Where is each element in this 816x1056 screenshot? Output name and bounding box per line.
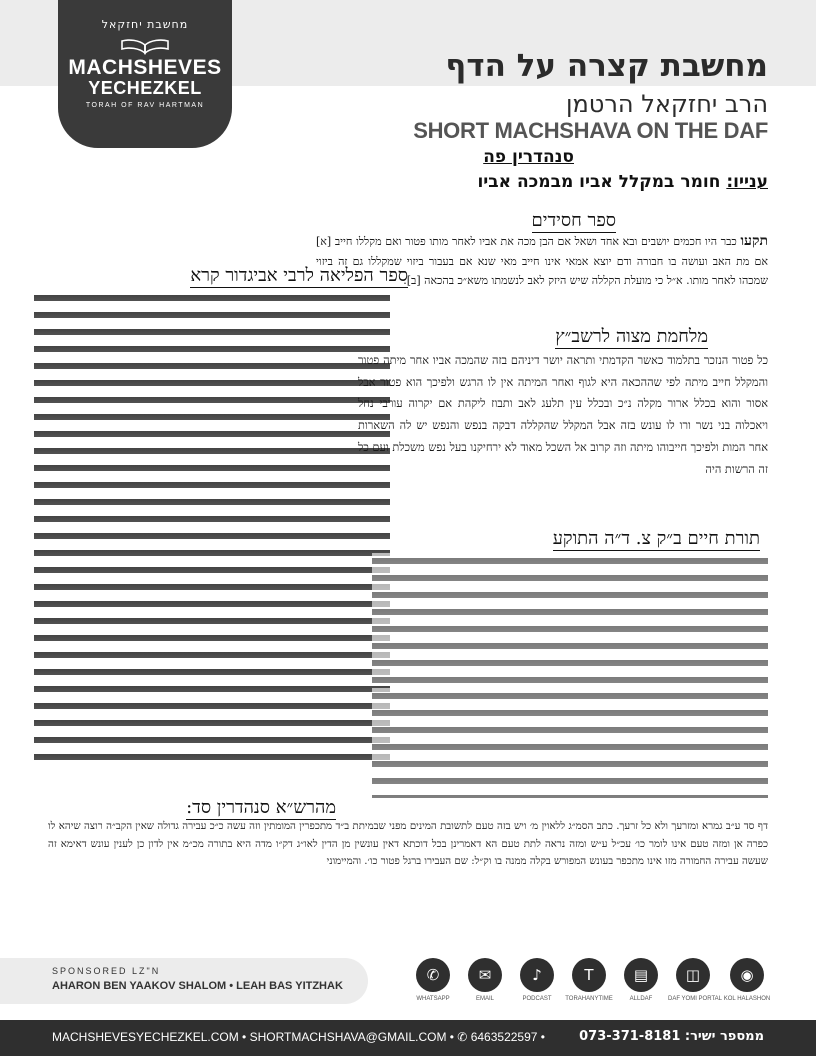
link-label: EMAIL	[475, 996, 494, 1002]
link-label: ALLDAF	[629, 996, 653, 1002]
email-icon: ✉	[468, 958, 502, 992]
section-lead-chassidim: תקעו	[740, 233, 768, 249]
link-label: PODCAST	[522, 996, 552, 1002]
page-title-hebrew: מחשבת קצרה על הדף	[445, 48, 768, 84]
handwritten-scan-hapliah	[34, 290, 390, 762]
logo-tagline: TORAH OF RAV HARTMAN	[85, 102, 205, 109]
footer-phone[interactable]: ממספר ישיר: 073-371-8181	[579, 1029, 764, 1044]
footer-contact[interactable]: MACHSHEVESYECHEZKEL.COM • SHORTMACHSHAVA@GMAIL.COM • ✆ 6463522597 •	[52, 1030, 545, 1044]
link-torahanytime[interactable]	[564, 958, 614, 1002]
section-text-milchemes: כל פטור הנזכר בתלמוד כאשר הקדמתי ותראה יושר דיניהם בזה שהמכה אביו אחר מיתה פטור והמקלל חייב מיתה לפי שההכאה היא לגוף ואחר המיתה אין לו הרגש ולפיכך הוא פטור אבל אסור והוא בכלל ארור מקלה נ״כ ובכלל עין תלעג לאב ותבוז ליקהת אם יקרוה עורבי נחל ויאכלוה בני נשר ורו לו עונש בזה אבל המקלל שהקללה דבקה בנפש והנפש יש לה השארות אחר המות ולפיכך חייבוהו מיתה וזה קרוב אל השכל מאוד לא ירחיקנו בעל נפש משכלת ועם כל זה הרשות היה	[358, 354, 768, 476]
sponsor-box	[0, 958, 368, 1004]
section-title-milchemes: מלחמת מצוה לרשב״ץ	[555, 326, 708, 347]
daf-reference: סנהדרין פה	[483, 147, 574, 167]
whatsapp-icon: ✆	[416, 958, 450, 992]
author-name: הרב יחזקאל הרטמן	[565, 90, 768, 118]
link-icons	[408, 958, 786, 1008]
link-email[interactable]	[460, 958, 510, 1002]
section-title-chassidim: ספר חסידים	[531, 210, 616, 231]
link-whatsapp[interactable]	[408, 958, 458, 1002]
link-label: DAF YOMI PORTAL	[668, 996, 723, 1002]
logo-line1: MACHSHEVES	[68, 56, 222, 79]
handwritten-scan-toras-chaim-2	[372, 688, 768, 798]
handwritten-scan-toras-chaim-1	[372, 553, 768, 683]
link-label: WHATSAPP	[416, 996, 450, 1002]
kol-halashon-icon: ◉	[730, 958, 764, 992]
daf-yomi-portal-icon: ◫	[676, 958, 710, 992]
topic-label: ענייו:	[726, 172, 768, 192]
section-title-hapliah: ספר הפליאה לרבי אביגדור קרא	[190, 265, 408, 286]
page-title-english: SHORT MACHSHAVA ON THE DAF	[413, 118, 768, 143]
topic-text: חומר במקלל אביו מבמכה אביו	[477, 172, 721, 192]
link-kol-halashon[interactable]	[722, 958, 772, 1002]
link-label: TORAHANYTIME	[565, 996, 613, 1002]
link-podcast[interactable]	[512, 958, 562, 1002]
link-daf-yomi-portal[interactable]	[668, 958, 723, 1002]
alldaf-icon: ▤	[624, 958, 658, 992]
logo-line2: YECHEZKEL	[88, 78, 202, 98]
podcast-icon: ♪	[520, 958, 554, 992]
torahanytime-icon: T	[572, 958, 606, 992]
sponsor-names: AHARON BEN YAAKOV SHALOM • LEAH BAS YITZHAK	[52, 980, 343, 992]
section-title-toras-chaim: תורת חיים ב״ק צ. ד״ה התוקע	[552, 528, 760, 549]
footer-bar	[0, 1020, 816, 1056]
logo[interactable]	[58, 0, 232, 148]
topic-line	[477, 172, 768, 192]
open-book-icon	[119, 37, 171, 55]
section-title-maharsha: מהרש״א סנהדרין סד:	[186, 797, 336, 818]
section-text-maharsha: דף סד ע״ב גמרא ומזרעך ולא כל זרעך. כתב הסמ״ג ללאוין מ׳ ויש בזה טעם לתשובת המינים מפני שבמיתת ב״ד מתכפרין המומתין וזה עשה כ״כ עבירה גדולה שאין הקב״ה רוצה שיהא לו כפרה אן ומזה טעם אינו לומר כו׳ עכ״ל ע״ש ומזה נראה לתת טעם הא דאמרינן בכל דוכתא דאין עונשין מן הדין לאו״ג דק״ו מדה היא בתורה מכ״מ אין לדון כן לענין עונש דאימא זה שעשה עבירה החמורה מזו אינו מתכפר בעונש המפורש בקלה ממנה בו וק״ל: שם העבירו ברגל פטור כו׳. והמיימוני	[48, 821, 768, 867]
section-body-chassidim: כבר היו חכמים יושבים ובא אחד ושאל אם הבן מכה את אביו לאחר מותו פטור ואם מקללו חייב [א] אם מת האב ועושה בו חבורה ודם יוצא אמאי אינו חייב מאי שנא אם בעבור ביזוי שמקללו גם זה ביזוי שמכהו לאחר מותו. א״ל כי מועלת הקללה שיש היזק לאב לנשמתו משא״כ בהכאה [ב].	[316, 235, 768, 287]
logo-hebrew: מחשבת יחזקאל	[101, 18, 189, 31]
link-alldaf[interactable]	[616, 958, 666, 1002]
sponsor-label: SPONSORED LZ"N	[52, 966, 161, 976]
link-label: KOL HALASHON	[723, 996, 771, 1002]
